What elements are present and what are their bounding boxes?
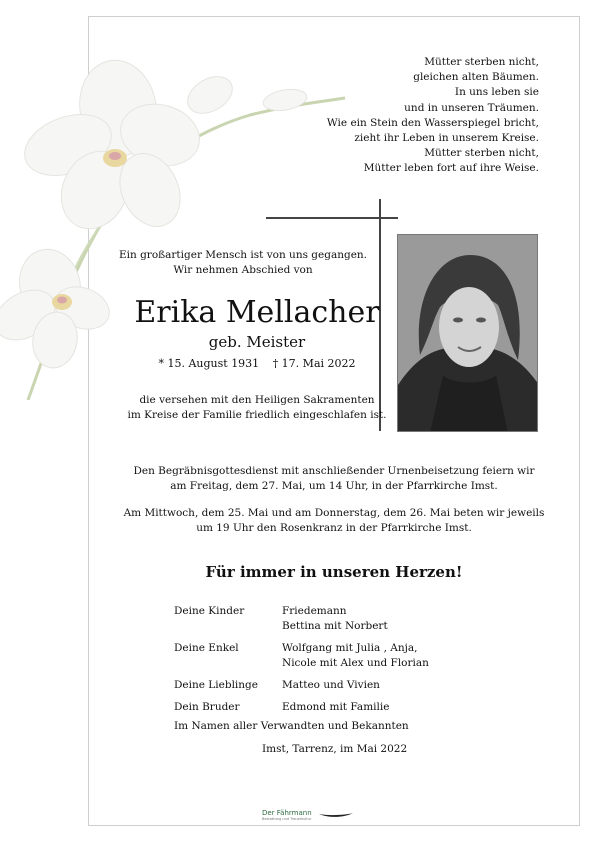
family-names xyxy=(282,604,388,634)
poem-line: Mütter sterben nicht, xyxy=(424,56,539,68)
sacraments-text xyxy=(98,393,416,422)
poem-line: gleichen alten Bäumen. xyxy=(413,71,539,84)
family-name: Wolfgang mit Julia , Anja, xyxy=(282,642,418,654)
intro-text xyxy=(98,248,388,278)
family-name: Friedemann xyxy=(282,605,347,617)
family-name: Edmond mit Familie xyxy=(282,701,390,713)
family-name: Nicole mit Alex und Florian xyxy=(282,657,429,669)
maiden-name: geb. Meister xyxy=(208,333,306,351)
family-name: Matteo und Vivien xyxy=(282,679,380,691)
family-label: Dein Bruder xyxy=(174,701,240,713)
poem-line: Wie ein Stein den Wasserspiegel bricht, xyxy=(326,116,539,129)
funeral-notice xyxy=(88,464,580,494)
family-list xyxy=(174,604,429,722)
birth-date: * 15. August 1931 xyxy=(158,357,260,370)
portrait-photo xyxy=(397,234,538,432)
family-label: Deine Enkel xyxy=(174,642,239,654)
place-date: Imst, Tarrenz, im Mai 2022 xyxy=(262,743,408,755)
logo-text xyxy=(262,809,312,821)
funeral-home-logo xyxy=(262,809,354,821)
family-names xyxy=(282,700,389,715)
family-label: Deine Kinder xyxy=(174,605,245,617)
family-label: Deine Lieblinge xyxy=(174,679,258,691)
life-dates xyxy=(98,357,416,370)
family-row xyxy=(174,700,429,715)
logo-name: Der Fährmann xyxy=(262,809,312,817)
family-row xyxy=(174,678,429,693)
rosary-line: Am Mittwoch, dem 25. Mai und am Donnerstag, dem 26. Mai beten wir jeweils xyxy=(123,507,545,519)
poem xyxy=(327,55,539,177)
rosary-line: um 19 Uhr den Rosenkranz in der Pfarrkirche Imst. xyxy=(196,522,472,534)
family-name: Bettina mit Norbert xyxy=(282,620,388,632)
poem-line: zieht ihr Leben in unserem Kreise. xyxy=(354,132,539,145)
logo-subtitle: Bestattung und Trauerkultur xyxy=(262,817,312,821)
family-row xyxy=(174,641,429,671)
family-names xyxy=(282,678,380,693)
poem-line: In uns leben sie xyxy=(454,86,539,99)
deceased-name: Erika Mellacher xyxy=(134,295,380,330)
boat-icon xyxy=(318,811,354,819)
intro-line: Ein großartiger Mensch ist von uns gegangen. xyxy=(118,249,368,261)
poem-line: Mütter leben fort auf ihre Weise. xyxy=(363,162,539,175)
sacraments-line: im Kreise der Familie friedlich eingeschlafen ist. xyxy=(127,408,387,421)
poem-line: und in unseren Träumen. xyxy=(404,101,539,114)
closing-line: Im Namen aller Verwandten und Bekannten xyxy=(174,720,409,732)
family-names xyxy=(282,641,429,671)
sacraments-line: die versehen mit den Heiligen Sakramenten xyxy=(139,394,375,406)
intro-line: Wir nehmen Abschied von xyxy=(173,264,313,276)
death-date: † 17. Mai 2022 xyxy=(272,357,356,370)
funeral-line: Den Begräbnisgottesdienst mit anschließender Urnenbeisetzung feiern wir xyxy=(133,465,535,477)
family-row xyxy=(174,604,429,634)
rosary-notice xyxy=(88,506,580,536)
cross-horizontal-line xyxy=(266,217,398,219)
funeral-line: am Freitag, dem 27. Mai, um 14 Uhr, in der Pfarrkirche Imst. xyxy=(170,480,498,492)
poem-line: Mütter sterben nicht, xyxy=(424,147,539,160)
forever-heading: Für immer in unseren Herzen! xyxy=(205,563,463,581)
